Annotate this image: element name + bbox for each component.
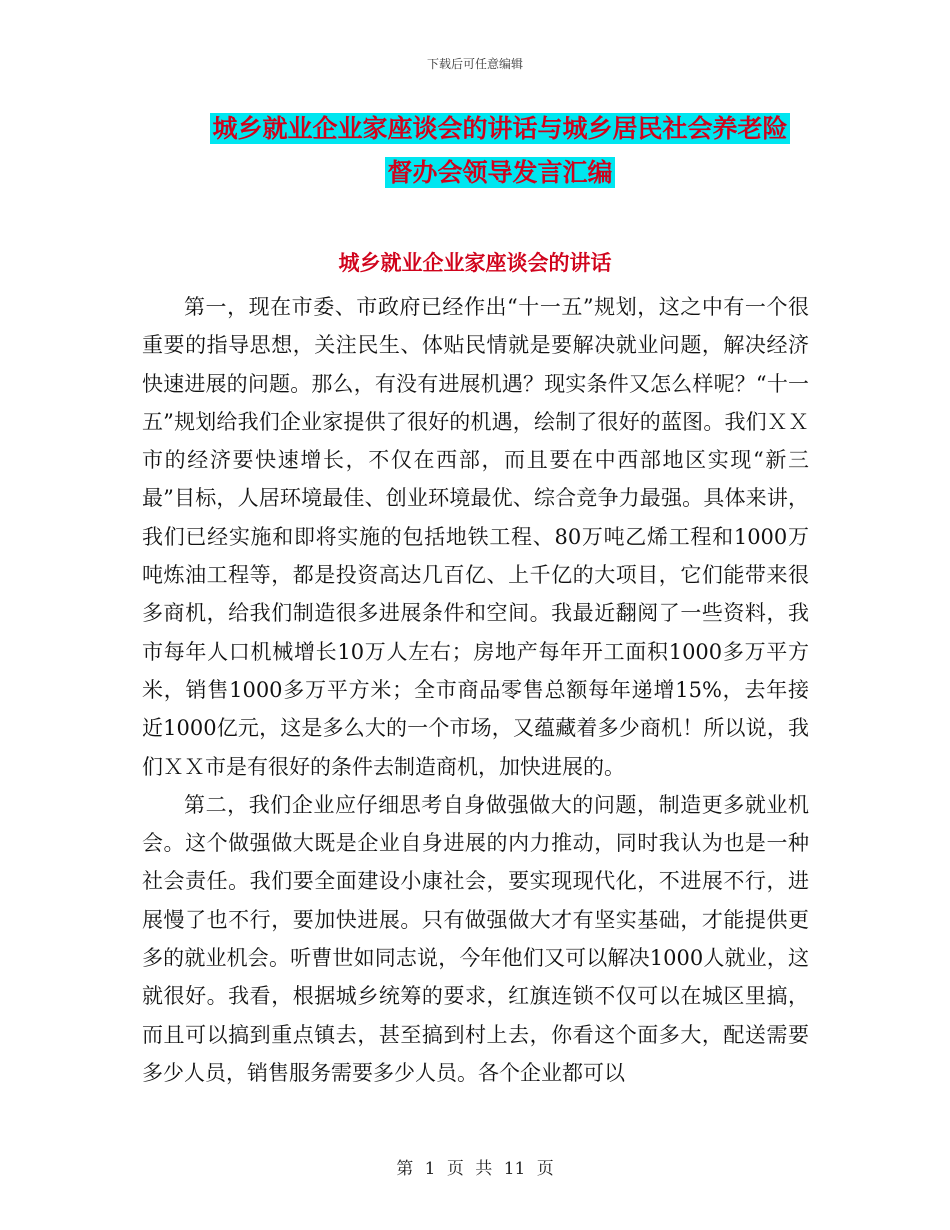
document-title-text-2: 督办会领导发言汇编 bbox=[387, 158, 613, 187]
document-title-line-2 bbox=[150, 156, 850, 189]
paragraph-2: 第二，我们企业应仔细思考自身做强做大的问题，制造更多就业机会。这个做强做大既是企业自身进展的内力推动，同时我认为也是一种社会责任。我们要全面建设小康社会，要实现现代化，不进展不行，进展慢了也不行，要加快进展。只有做强做大才有坚实基础，才能提供更多的就业机会。听曹世如同志说，今年他们又可以解决1000人就业，这就很好。我看，根据城乡统筹的要求，红旗连锁不仅可以在城区里搞，而且可以搞到重点镇去，甚至搞到村上去，你看这个面多大，配送需要多少人员，销售服务需要多少人员。各个企业都可以 bbox=[142, 792, 809, 1085]
document-body bbox=[142, 288, 809, 1092]
header-note: 下载后可任意编辑 bbox=[426, 57, 523, 71]
document-title-text-1: 城乡就业企业家座谈会的讲话与城乡居民社会养老险 bbox=[212, 114, 788, 143]
document-title-line-1 bbox=[150, 112, 850, 145]
section-title: 城乡就业企业家座谈会的讲话 bbox=[338, 250, 612, 275]
paragraph-1: 第一，现在市委、市政府已经作出“十一五”规划，这之中有一个很重要的指导思想，关注民生、体贴民情就是要解决就业问题，解决经济快速进展的问题。那么，有没有进展机遇？现实条件又怎么样呢？“十一五”规划给我们企业家提供了很好的机遇，绘制了很好的蓝图。我们ＸＸ市的经济要快速增长，不仅在西部，而且要在中西部地区实现“新三最”目标，人居环境最佳、创业环境最优、综合竞争力最强。具体来讲，我们已经实施和即将实施的包括地铁工程、80万吨乙烯工程和1000万吨炼油工程等，都是投资高达几百亿、上千亿的大项目，它们能带来很多商机，给我们制造很多进展条件和空间。我最近翻阅了一些资料，我市每年人口机械增长10万人左右；房地产每年开工面积1000多万平方米，销售1000多万平方米；全市商品零售总额每年递增15%，去年接近1000亿元，这是多么大的一个市场，又蕴藏着多少商机！所以说，我们ＸＸ市是有很好的条件去制造商机，加快进展的。 bbox=[142, 295, 809, 779]
page-number-footer: 第 1 页 共 11 页 bbox=[396, 1159, 554, 1179]
